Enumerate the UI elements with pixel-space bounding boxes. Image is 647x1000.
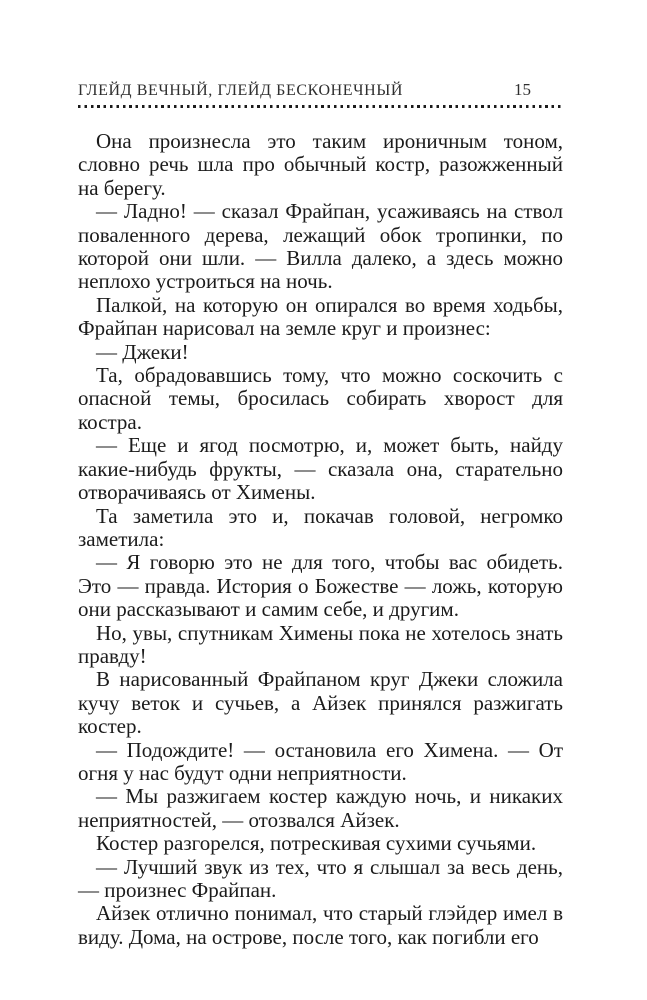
dotted-rule: [78, 105, 563, 108]
paragraph: — Лучший звук из тех, что я слышал за весь день, — произнес Фрайпан.: [78, 854, 563, 902]
paragraph: Палкой, на которую он опирался во время ходьбы, Фрайпан нарисовал на земле круг и произнес:: [78, 292, 563, 341]
paragraph: Та заметила это и, покачав головой, негромко заметила:: [78, 503, 563, 551]
paragraph: — Мы разжигаем костер каждую ночь, и никаких неприятностей, — отозвался Айзек.: [78, 784, 563, 832]
page-number: 15: [514, 80, 531, 99]
paragraph: — Ладно! — сказал Фрайпан, усаживаясь на ствол поваленного дерева, лежащий обок тропинки, по которой они шли. — Вилла далеко, а здесь можно неплохо устроиться на ночь.: [78, 199, 563, 294]
paragraph: Но, увы, спутникам Химены пока не хотелось знать правду!: [78, 620, 563, 668]
paragraph: — Подождите! — остановила его Химена. — От огня у нас будут одни неприятности.: [78, 737, 563, 785]
paragraph: В нарисованный Фрайпаном круг Джеки сложила кучу веток и сучьев, а Айзек принялся разжигать костер.: [78, 667, 563, 739]
text-body: [78, 130, 563, 949]
paragraph: Айзек отлично понимал, что старый глэйдер имел в виду. Дома, на острове, после того, как погибли его: [78, 901, 563, 949]
paragraph: — Я говорю это не для того, чтобы вас обидеть. Это — правда. История о Божестве — ложь, которую они рассказывают и самим себе, и другим.: [78, 550, 563, 622]
paragraph: — Джеки!: [96, 339, 189, 364]
running-title: ГЛЕЙД ВЕЧНЫЙ, ГЛЕЙД БЕСКОНЕЧНЫЙ: [78, 82, 404, 99]
paragraph: Та, обрадовавшись тому, что можно соскочить с опасной темы, бросилась собирать хворост для костра.: [78, 363, 563, 434]
paragraph: Костер разгорелся, потрескивая сухими сучьями.: [96, 831, 537, 856]
paragraph: — Еще и ягод посмотрю, и, может быть, найду какие-нибудь фрукты, — сказала она, старательно отворачиваясь от Химены.: [78, 433, 563, 505]
paragraph: Она произнесла это таким ироничным тоном, словно речь шла про обычный костр, разожженный на берегу.: [78, 129, 563, 200]
page-header: [78, 80, 563, 100]
